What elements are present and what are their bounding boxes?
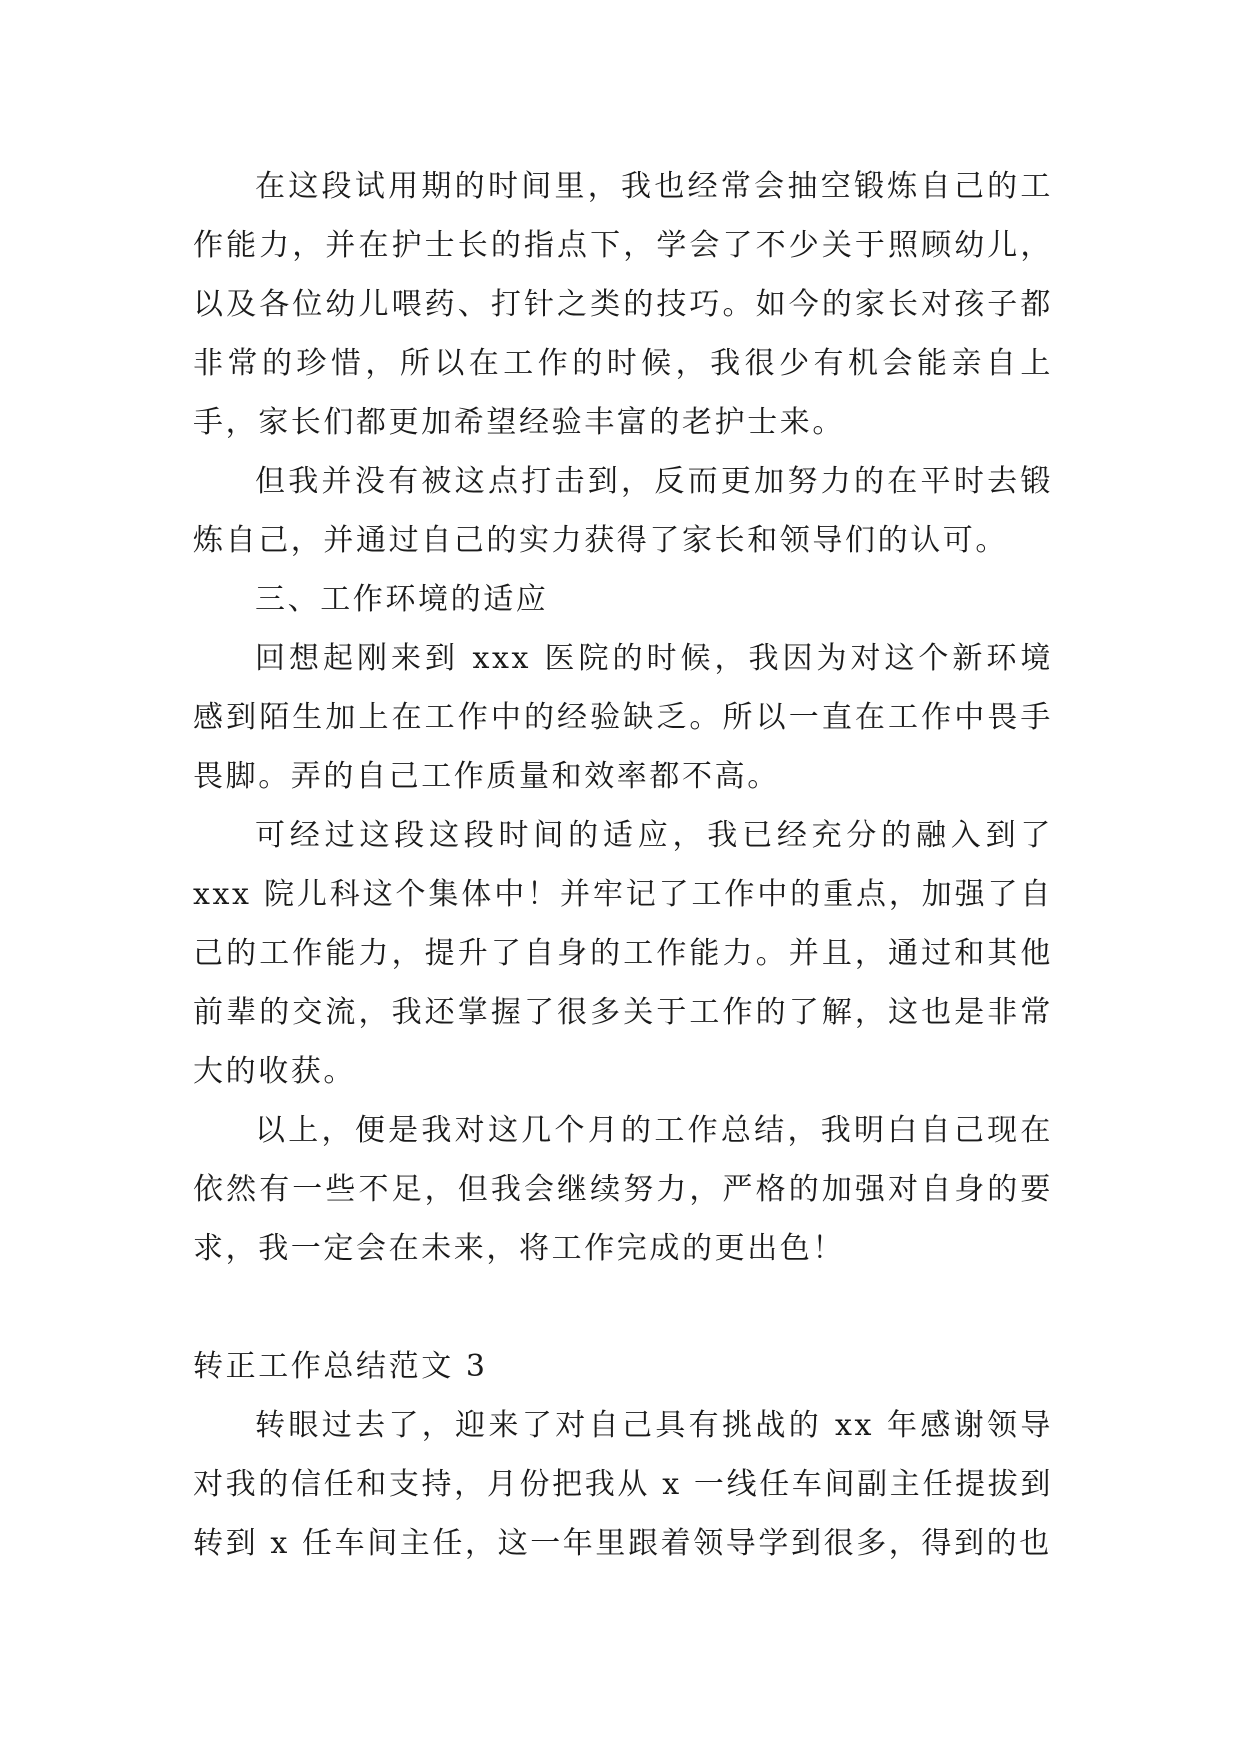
paragraph: 但我并没有被这点打击到，反而更加努力的在平时去锻炼自己，并通过自己的实力获得了家长和领导们的认可。 (193, 464, 1053, 558)
paragraph: 回想起刚来到 xxx 医院的时候，我因为对这个新环境感到陌生加上在工作中的经验缺乏。所以一直在工作中畏手畏脚。弄的自己工作质量和效率都不高。 (193, 641, 1053, 794)
paragraph: 转眼过去了，迎来了对自己具有挑战的 xx 年感谢领导对我的信任和支持，月份把我从 x 一线任车间副主任提拔到转到 x 任车间主任，这一年里跟着领导学到很多，得到的也 (193, 1408, 1053, 1561)
paragraph: 在这段试用期的时间里，我也经常会抽空锻炼自己的工作能力，并在护士长的指点下，学会了不少关于照顾幼儿，以及各位幼儿喂药、打针之类的技巧。如今的家长对孩子都非常的珍惜，所以在工作的时候，我很少有机会能亲自上手，家长们都更加希望经验丰富的老护士来。 (193, 169, 1053, 440)
paragraph: 可经过这段这段时间的适应，我已经充分的融入到了 xxx 院儿科这个集体中！并牢记了工作中的重点，加强了自己的工作能力，提升了自身的工作能力。并且，通过和其他前辈的交流，我还掌握了很多关于工作的了解，这也是非常大的收获。 (193, 818, 1053, 1089)
section-heading: 三、工作环境的适应 (255, 582, 549, 617)
document-body (193, 157, 1053, 1573)
document-title: 转正工作总结范文 3 (193, 1349, 488, 1384)
paragraph: 以上，便是我对这几个月的工作总结，我明白自己现在依然有一些不足，但我会继续努力，严格的加强对自身的要求，我一定会在未来，将工作完成的更出色！ (193, 1113, 1053, 1266)
